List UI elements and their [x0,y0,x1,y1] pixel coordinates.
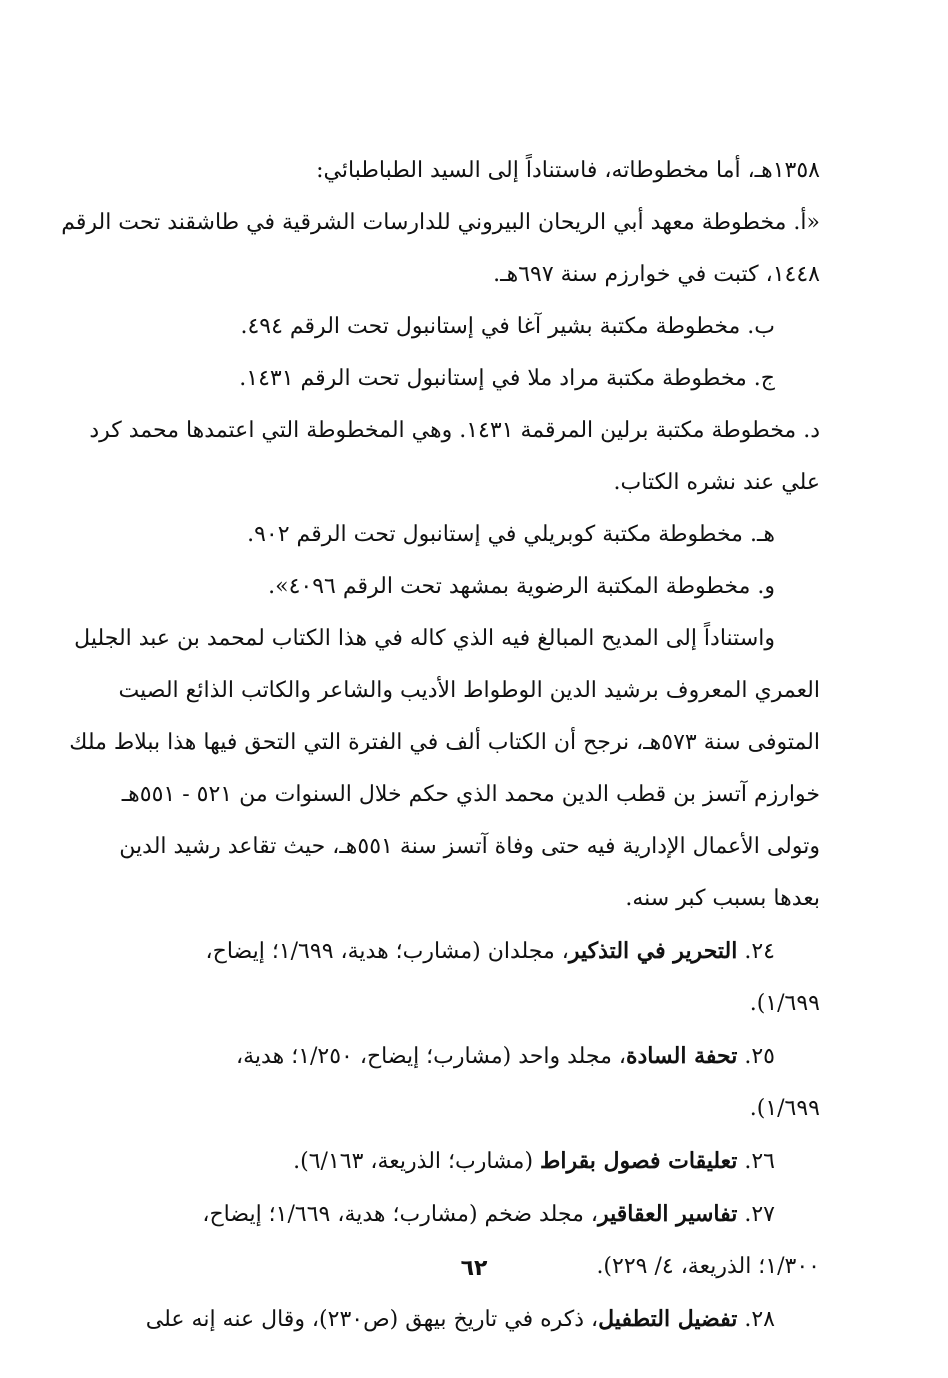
document-body [61,145,820,1346]
item-continuation: ١/٦٩٩). [749,991,820,1016]
item-title: تحفة السادة [625,1043,738,1069]
list-item-26 [98,1135,820,1188]
item-text: ، مجلد واحد (مشارب؛ إيضاح، ١/٢٥٠؛ هدية، [236,1044,626,1069]
list-item-25 [98,1030,820,1083]
page-number: ٦٢ [460,1256,488,1281]
text-line: العمري المعروف برشيد الدين الوطواط الأديب والشاعر والكاتب الذائع الصيت [118,678,820,703]
text-line: ج. مخطوطة مكتبة مراد ملا في إستانبول تحت الرقم ١٤٣١. [239,366,775,391]
text-line: ١٤٤٨، كتبت في خوارزم سنة ٦٩٧هـ. [493,262,820,287]
text-line: هـ. مخطوطة مكتبة كوبريلي في إستانبول تحت الرقم ٩٠٢. [247,522,775,547]
item-number: ٢٨. [744,1307,775,1332]
list-item-28 [98,1293,820,1346]
item-text: ، مجلدان (مشارب؛ هدية، ١/٦٩٩؛ إيضاح، [205,939,569,964]
text-line: المتوفى سنة ٥٧٣هـ، نرجح أن الكتاب ألف في الفترة التي التحق فيها هذا ببلاط ملك [69,730,820,755]
item-continuation: ١/٣٠٠؛ الذريعة، ٤/ ٢٢٩). [596,1254,820,1279]
list-item-24 [98,925,820,978]
item-text: (مشارب؛ الذريعة، ٦/١٦٣). [293,1149,541,1174]
item-number: ٢٦. [744,1149,775,1174]
text-line: علي عند نشره الكتاب. [613,470,820,495]
item-number: ٢٤. [744,939,775,964]
item-title: التحرير في التذكير [568,938,738,964]
text-line: و. مخطوطة المكتبة الرضوية بمشهد تحت الرقم ٤٠٩٦». [268,574,775,599]
list-item-27 [98,1188,820,1241]
text-line: «أ. مخطوطة معهد أبي الريحان البيروني للدارسات الشرقية في طاشقند تحت الرقم [61,210,820,235]
item-number: ٢٥. [744,1044,775,1069]
item-continuation: ١/٦٩٩). [749,1096,820,1121]
item-text: ، مجلد ضخم (مشارب؛ هدية، ١/٦٦٩؛ إيضاح، [202,1202,598,1227]
item-title: تفاسير العقاقير [597,1201,738,1227]
text-line: د. مخطوطة مكتبة برلين المرقمة ١٤٣١. وهي المخطوطة التي اعتمدها محمد كرد [89,418,820,443]
item-title: تعليقات فصول بقراط [540,1148,738,1174]
text-line: ب. مخطوطة مكتبة بشير آغا في إستانبول تحت الرقم ٤٩٤. [240,314,775,339]
item-text: ، ذكره في تاريخ بيهق (ص٢٣٠)، وقال عنه إنه على [145,1307,599,1332]
text-line: خوارزم آتسز بن قطب الدين محمد الذي حكم خلال السنوات من ٥٢١ - ٥٥١هـ [121,782,820,807]
text-line: بعدها بسبب كبر سنه. [625,886,820,911]
text-line: وتولى الأعمال الإدارية فيه حتى وفاة آتسز سنة ٥٥١هـ، حيث تقاعد رشيد الدين [119,834,820,859]
text-line: واستناداً إلى المديح المبالغ فيه الذي كاله في هذا الكتاب لمحمد بن عبد الجليل [74,626,775,651]
item-title: تفضيل التطفيل [598,1306,738,1332]
text-line: ١٣٥٨هـ، أما مخطوطاته، فاستناداً إلى السيد الطباطبائي: [316,158,820,183]
item-number: ٢٧. [744,1202,775,1227]
